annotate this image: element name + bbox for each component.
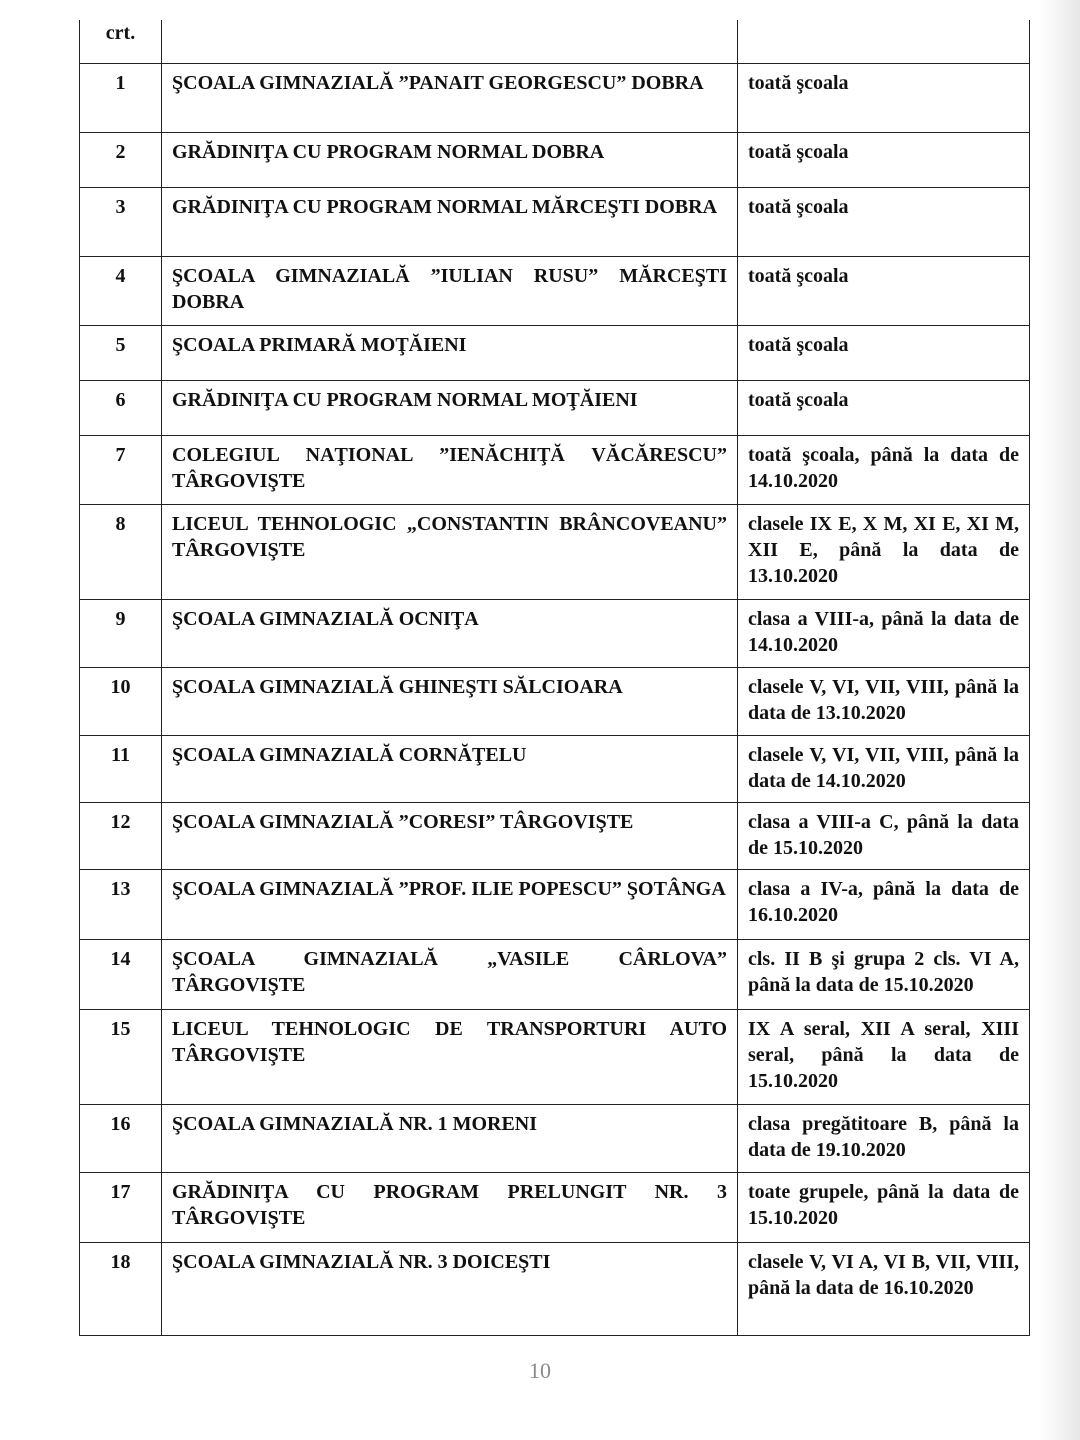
table-row	[80, 599, 1030, 667]
school-name-cell: LICEUL TEHNOLOGIC „CONSTANTIN BRÂNCOVEANU” TÂRGOVIŞTE	[162, 504, 738, 599]
row-number-cell: 9	[80, 599, 162, 667]
school-name-cell: ŞCOALA GIMNAZIALĂ OCNIŢA	[162, 599, 738, 667]
table-row	[80, 1242, 1030, 1335]
table-row	[80, 256, 1030, 325]
row-number-cell: 12	[80, 802, 162, 869]
row-number-cell: 15	[80, 1009, 162, 1104]
table-row	[80, 132, 1030, 187]
school-name-cell: ŞCOALA GIMNAZIALĂ GHINEŞTI SĂLCIOARA	[162, 667, 738, 735]
table-row	[80, 435, 1030, 504]
page-edge-shadow	[1040, 0, 1080, 1440]
school-name-cell: ŞCOALA GIMNAZIALĂ NR. 3 DOICEŞTI	[162, 1242, 738, 1335]
suspension-note-cell: toată şcoala	[738, 256, 1030, 325]
suspension-note-cell: clasele IX E, X M, XI E, XI M, XII E, până la data de 13.10.2020	[738, 504, 1030, 599]
table-row	[80, 504, 1030, 599]
table-row	[80, 380, 1030, 435]
header-cell-crt: crt.	[80, 20, 162, 63]
suspension-note-cell: toată şcoala	[738, 325, 1030, 380]
suspension-note-cell: toată şcoala	[738, 380, 1030, 435]
suspension-note-cell: clasele V, VI A, VI B, VII, VIII, până la data de 16.10.2020	[738, 1242, 1030, 1335]
row-number-cell: 4	[80, 256, 162, 325]
table-row	[80, 735, 1030, 802]
school-name-cell: ŞCOALA GIMNAZIALĂ ”PANAIT GEORGESCU” DOBRA	[162, 63, 738, 132]
school-name-cell: LICEUL TEHNOLOGIC DE TRANSPORTURI AUTO TÂRGOVIŞTE	[162, 1009, 738, 1104]
school-name-cell: GRĂDINIŢA CU PROGRAM NORMAL MOŢĂIENI	[162, 380, 738, 435]
row-number-cell: 11	[80, 735, 162, 802]
row-number-cell: 18	[80, 1242, 162, 1335]
school-name-cell: GRĂDINIŢA CU PROGRAM NORMAL DOBRA	[162, 132, 738, 187]
table-row	[80, 187, 1030, 256]
table-row	[80, 325, 1030, 380]
row-number-cell: 1	[80, 63, 162, 132]
page-number: 10	[529, 1358, 551, 1383]
school-name-cell: ŞCOALA GIMNAZIALĂ ”PROF. ILIE POPESCU” ŞOTÂNGA	[162, 869, 738, 939]
suspension-note-cell: clasa a VIII-a C, până la data de 15.10.2020	[738, 802, 1030, 869]
row-number-cell: 6	[80, 380, 162, 435]
school-name-cell: ŞCOALA GIMNAZIALĂ CORNĂŢELU	[162, 735, 738, 802]
row-number-cell: 16	[80, 1104, 162, 1172]
school-name-cell: GRĂDINIŢA CU PROGRAM NORMAL MĂRCEŞTI DOBRA	[162, 187, 738, 256]
row-number-cell: 10	[80, 667, 162, 735]
school-name-cell: ŞCOALA PRIMARĂ MOŢĂIENI	[162, 325, 738, 380]
suspension-note-cell: clasa a IV-a, până la data de 16.10.2020	[738, 869, 1030, 939]
suspension-note-cell: toate grupele, până la data de 15.10.2020	[738, 1172, 1030, 1242]
table-row	[80, 63, 1030, 132]
suspension-note-cell: toată şcoala	[738, 132, 1030, 187]
row-number-cell: 5	[80, 325, 162, 380]
row-number-cell: 2	[80, 132, 162, 187]
suspension-note-cell: clasa pregătitoare B, până la data de 19.10.2020	[738, 1104, 1030, 1172]
header-cell-school	[162, 20, 738, 63]
table-row	[80, 1172, 1030, 1242]
suspension-note-cell: toată şcoala	[738, 63, 1030, 132]
row-number-cell: 3	[80, 187, 162, 256]
suspension-note-cell: toată şcoala	[738, 187, 1030, 256]
suspension-note-cell: clasa a VIII-a, până la data de 14.10.2020	[738, 599, 1030, 667]
schools-table	[79, 20, 1030, 1336]
table-row	[80, 802, 1030, 869]
school-name-cell: ŞCOALA GIMNAZIALĂ „VASILE CÂRLOVA” TÂRGOVIŞTE	[162, 939, 738, 1009]
row-number-cell: 13	[80, 869, 162, 939]
table-row	[80, 667, 1030, 735]
header-cell-note	[738, 20, 1030, 63]
table-row	[80, 1104, 1030, 1172]
table-row	[80, 939, 1030, 1009]
school-name-cell: COLEGIUL NAŢIONAL ”IENĂCHIŢĂ VĂCĂRESCU” TÂRGOVIŞTE	[162, 435, 738, 504]
row-number-cell: 14	[80, 939, 162, 1009]
table-header-row	[80, 20, 1030, 63]
row-number-cell: 17	[80, 1172, 162, 1242]
row-number-cell: 8	[80, 504, 162, 599]
row-number-cell: 7	[80, 435, 162, 504]
table-body	[80, 20, 1030, 1335]
school-name-cell: GRĂDINIŢA CU PROGRAM PRELUNGIT NR. 3 TÂRGOVIŞTE	[162, 1172, 738, 1242]
suspension-note-cell: cls. II B şi grupa 2 cls. VI A, până la data de 15.10.2020	[738, 939, 1030, 1009]
school-name-cell: ŞCOALA GIMNAZIALĂ ”IULIAN RUSU” MĂRCEŞTI DOBRA	[162, 256, 738, 325]
table-row	[80, 869, 1030, 939]
suspension-note-cell: clasele V, VI, VII, VIII, până la data de 14.10.2020	[738, 735, 1030, 802]
suspension-note-cell: clasele V, VI, VII, VIII, până la data de 13.10.2020	[738, 667, 1030, 735]
school-name-cell: ŞCOALA GIMNAZIALĂ ”CORESI” TÂRGOVIŞTE	[162, 802, 738, 869]
table-row	[80, 1009, 1030, 1104]
suspension-note-cell: toată şcoala, până la data de 14.10.2020	[738, 435, 1030, 504]
suspension-note-cell: IX A seral, XII A seral, XIII seral, până la data de 15.10.2020	[738, 1009, 1030, 1104]
school-name-cell: ŞCOALA GIMNAZIALĂ NR. 1 MORENI	[162, 1104, 738, 1172]
